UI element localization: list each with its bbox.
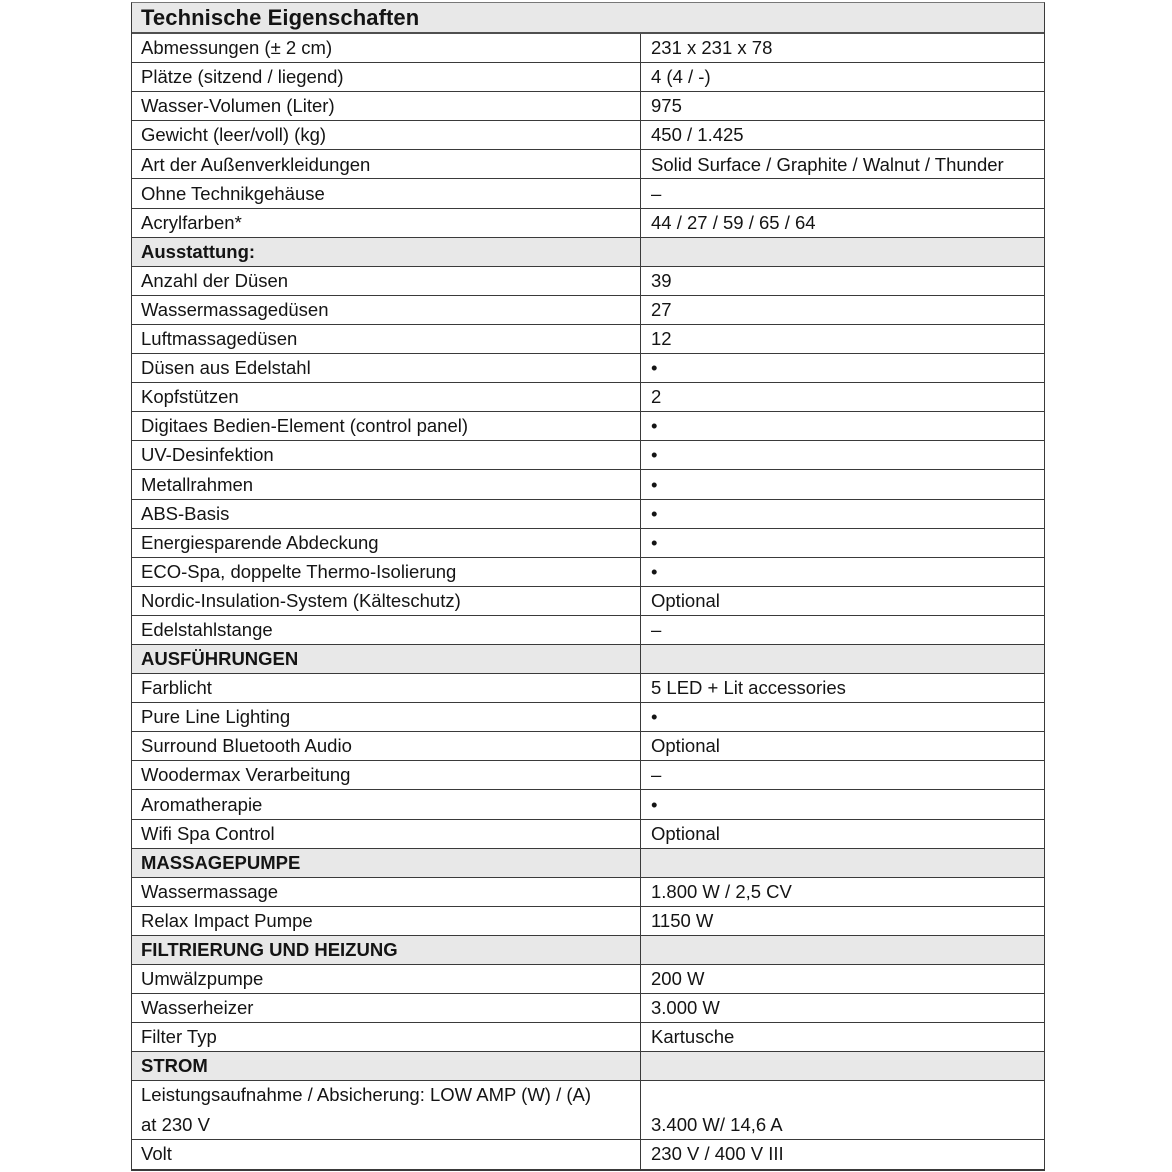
row-value: 1.800 W / 2,5 CV bbox=[651, 880, 792, 902]
table-row bbox=[132, 63, 1044, 92]
row-value: Kartusche bbox=[651, 1026, 735, 1048]
table-row bbox=[132, 761, 1044, 790]
section-header-row bbox=[132, 645, 1044, 674]
table-row bbox=[132, 354, 1044, 383]
table-row bbox=[132, 412, 1044, 441]
row-value: Optional bbox=[651, 735, 720, 757]
row-label: Kopfstützen bbox=[132, 383, 641, 411]
row-value: 27 bbox=[651, 298, 672, 320]
row-value: 975 bbox=[651, 95, 682, 117]
row-label: Volt bbox=[132, 1140, 641, 1169]
row-label: FILTRIERUNG UND HEIZUNG bbox=[132, 936, 641, 964]
row-value: • bbox=[651, 793, 658, 815]
row-label: MASSAGEPUMPE bbox=[132, 849, 641, 877]
row-label: Energiesparende Abdeckung bbox=[132, 529, 641, 557]
row-value: 200 W bbox=[651, 968, 705, 990]
row-label: Plätze (sitzend / liegend) bbox=[132, 63, 641, 91]
row-value: 3.400 W/ 14,6 A bbox=[651, 1113, 783, 1135]
row-label: Relax Impact Pumpe bbox=[132, 907, 641, 935]
row-value: • bbox=[651, 560, 658, 582]
row-value bbox=[641, 645, 1044, 673]
section-header-row bbox=[132, 238, 1044, 267]
row-label: ECO-Spa, doppelte Thermo-Isolierung bbox=[132, 558, 641, 586]
row-label: Art der Außenverkleidungen bbox=[132, 150, 641, 178]
section-header-row bbox=[132, 1052, 1044, 1081]
table-row bbox=[132, 441, 1044, 470]
row-value: Optional bbox=[651, 589, 720, 611]
row-value: 230 V / 400 V III bbox=[651, 1143, 784, 1165]
row-value bbox=[641, 238, 1044, 266]
row-value: 231 x 231 x 78 bbox=[651, 37, 773, 59]
row-label: STROM bbox=[132, 1052, 641, 1080]
table-row bbox=[132, 470, 1044, 499]
row-label: Abmessungen (± 2 cm) bbox=[132, 34, 641, 62]
row-value: 450 / 1.425 bbox=[651, 124, 744, 146]
table-row bbox=[132, 296, 1044, 325]
row-label: Wasser-Volumen (Liter) bbox=[132, 92, 641, 120]
table-row bbox=[132, 732, 1044, 761]
table-row bbox=[132, 1081, 1044, 1139]
row-value: – bbox=[651, 619, 662, 640]
section-header-row bbox=[132, 936, 1044, 965]
row-value: Optional bbox=[651, 822, 720, 844]
table-row bbox=[132, 150, 1044, 179]
table-row bbox=[132, 674, 1044, 703]
row-value: Solid Surface / Graphite / Walnut / Thunder bbox=[651, 153, 1004, 175]
row-value: • bbox=[651, 502, 658, 524]
table-row bbox=[132, 209, 1044, 238]
row-label: Düsen aus Edelstahl bbox=[132, 354, 641, 382]
table-title: Technische Eigenschaften bbox=[132, 3, 1044, 34]
row-label: Ausstattung: bbox=[132, 238, 641, 266]
table-row bbox=[132, 616, 1044, 645]
table-row bbox=[132, 383, 1044, 412]
row-label: ABS-Basis bbox=[132, 500, 641, 528]
section-header-row bbox=[132, 849, 1044, 878]
row-value bbox=[641, 849, 1044, 877]
table-row bbox=[132, 820, 1044, 849]
row-label: Pure Line Lighting bbox=[132, 703, 641, 731]
row-value: • bbox=[651, 706, 658, 728]
row-value: 44 / 27 / 59 / 65 / 64 bbox=[651, 211, 816, 233]
row-value: • bbox=[651, 444, 658, 466]
table-row bbox=[132, 558, 1044, 587]
row-value: • bbox=[651, 473, 658, 495]
table-row bbox=[132, 1140, 1044, 1169]
row-label: Farblicht bbox=[132, 674, 641, 702]
table-row bbox=[132, 1023, 1044, 1052]
table-row bbox=[132, 994, 1044, 1023]
row-label: UV-Desinfektion bbox=[132, 441, 641, 469]
row-label: Nordic-Insulation-System (Kälteschutz) bbox=[132, 587, 641, 615]
row-label: Metallrahmen bbox=[132, 470, 641, 498]
table-rows bbox=[132, 34, 1044, 1169]
row-label: Aromatherapie bbox=[132, 790, 641, 818]
row-label: Luftmassagedüsen bbox=[132, 325, 641, 353]
row-value bbox=[641, 936, 1044, 964]
table-row bbox=[132, 34, 1044, 63]
row-label: Ohne Technikgehäuse bbox=[132, 179, 641, 207]
row-value: • bbox=[651, 531, 658, 553]
table-row bbox=[132, 907, 1044, 936]
row-value: • bbox=[651, 415, 658, 437]
table-row bbox=[132, 121, 1044, 150]
row-value: – bbox=[651, 764, 662, 786]
row-label: Wassermassagedüsen bbox=[132, 296, 641, 324]
row-value: 4 (4 / -) bbox=[651, 66, 711, 88]
row-value bbox=[641, 1052, 1044, 1080]
row-value: 3.000 W bbox=[651, 997, 720, 1019]
row-label: Gewicht (leer/voll) (kg) bbox=[132, 121, 641, 149]
row-label: Wifi Spa Control bbox=[132, 820, 641, 848]
row-label: Umwälzpumpe bbox=[132, 965, 641, 993]
table-row bbox=[132, 325, 1044, 354]
table-row bbox=[132, 500, 1044, 529]
row-label: Anzahl der Düsen bbox=[132, 267, 641, 295]
row-value: 39 bbox=[651, 269, 672, 291]
row-label: Filter Typ bbox=[132, 1023, 641, 1051]
row-label: Digitaes Bedien-Element (control panel) bbox=[132, 412, 641, 440]
row-label: Acrylfarben* bbox=[132, 209, 641, 237]
row-label: Edelstahlstange bbox=[132, 616, 641, 644]
table-row bbox=[132, 703, 1044, 732]
row-value: • bbox=[651, 357, 658, 379]
table-row bbox=[132, 587, 1044, 616]
row-label: Woodermax Verarbeitung bbox=[132, 761, 641, 789]
table-row bbox=[132, 529, 1044, 558]
row-value: 5 LED + Lit accessories bbox=[651, 677, 846, 699]
row-label: Leistungsaufnahme / Absicherung: LOW AMP (W) / (A) at 230 V bbox=[132, 1081, 641, 1138]
row-value: – bbox=[651, 182, 662, 204]
technical-specs-table bbox=[131, 2, 1045, 1171]
row-value: 1150 W bbox=[651, 909, 714, 931]
row-value: 2 bbox=[651, 386, 662, 408]
table-row bbox=[132, 267, 1044, 296]
row-label: Wassermassage bbox=[132, 878, 641, 906]
row-label: AUSFÜHRUNGEN bbox=[132, 645, 641, 673]
row-label: Surround Bluetooth Audio bbox=[132, 732, 641, 760]
row-value: 12 bbox=[651, 328, 672, 350]
table-row bbox=[132, 790, 1044, 819]
table-row bbox=[132, 878, 1044, 907]
table-row bbox=[132, 92, 1044, 121]
table-row bbox=[132, 965, 1044, 994]
table-row bbox=[132, 179, 1044, 208]
row-label: Wasserheizer bbox=[132, 994, 641, 1022]
